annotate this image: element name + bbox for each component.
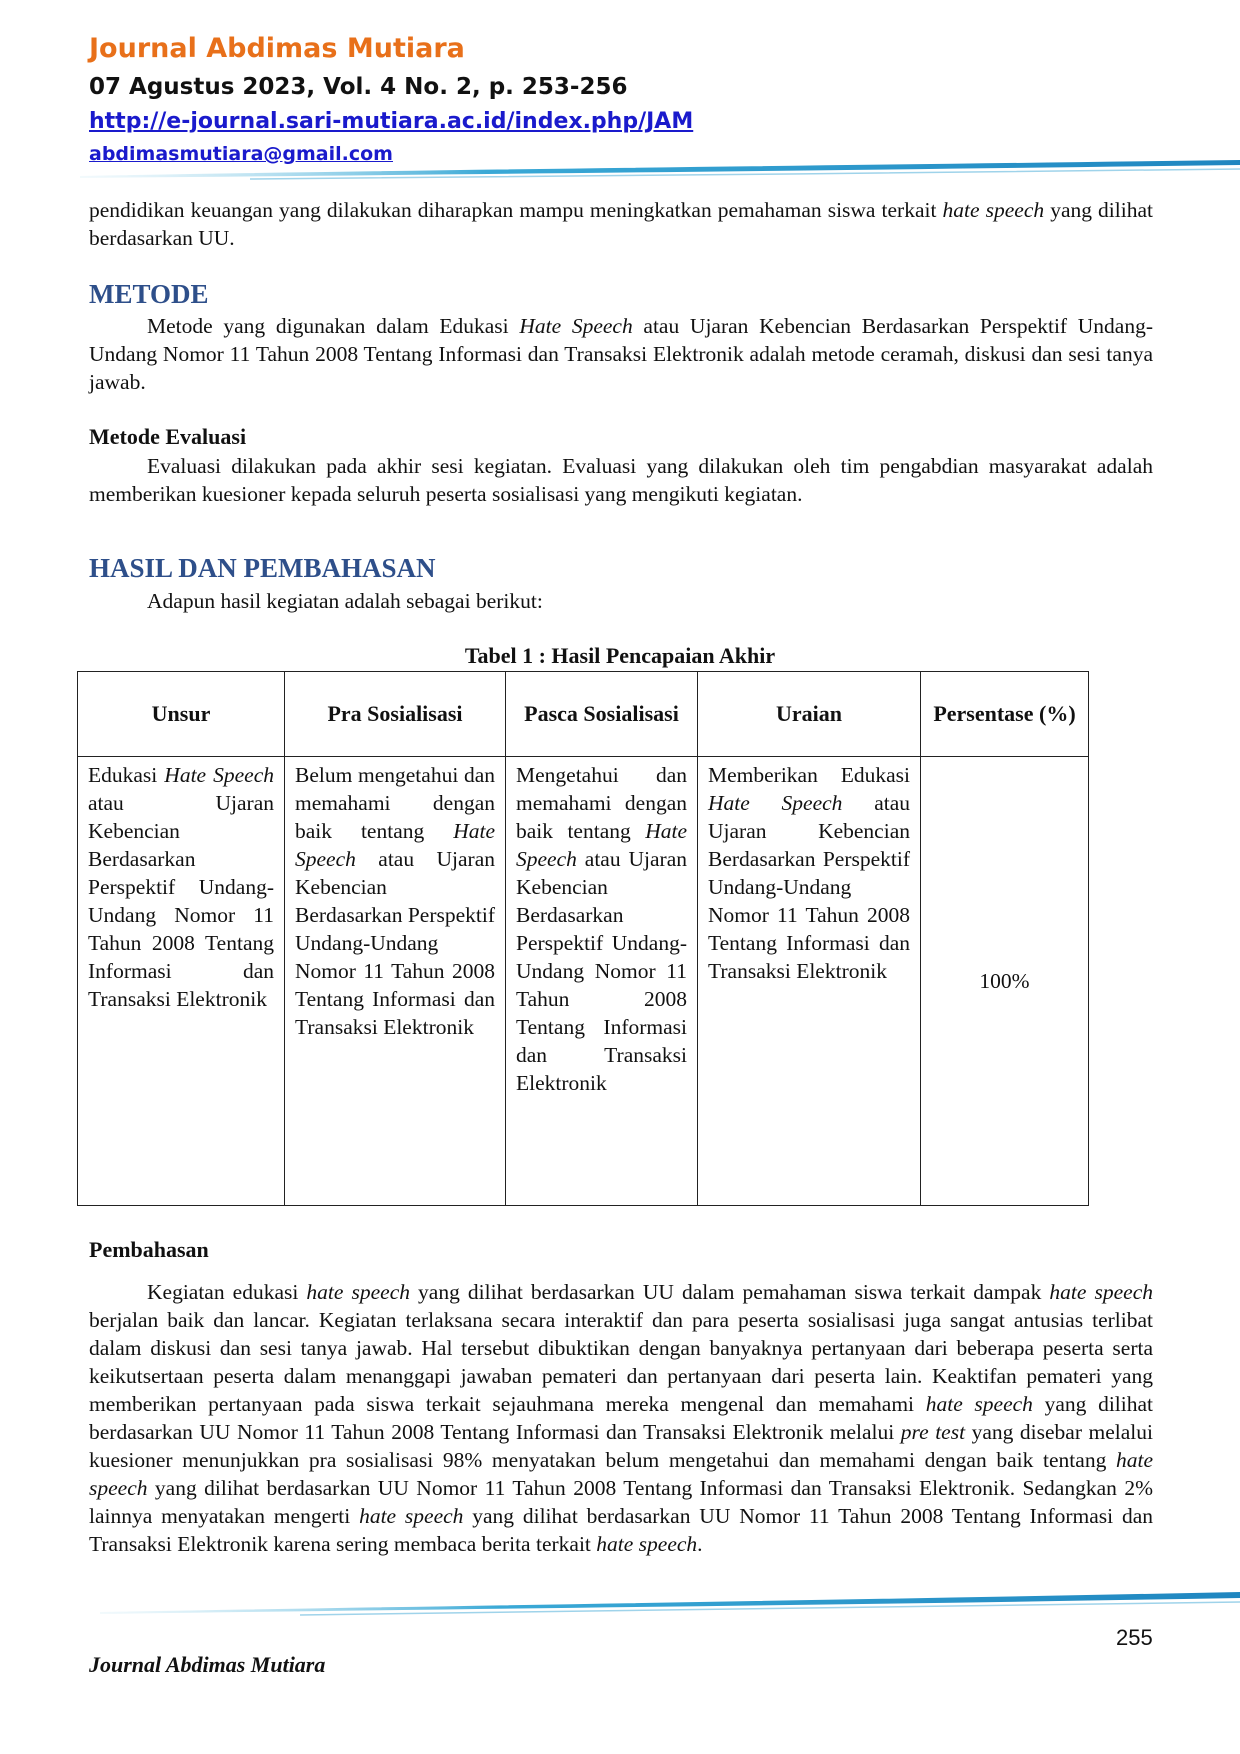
- col-header-uraian: Uraian: [698, 672, 921, 757]
- table-header-row: [78, 672, 1089, 757]
- hasil-heading: HASIL DAN PEMBAHASAN: [89, 553, 436, 583]
- page-number: 255: [1116, 1625, 1153, 1650]
- journal-title: Journal Abdimas Mutiara: [89, 33, 465, 64]
- col-header-persentase: Persentase (%): [921, 672, 1089, 757]
- col-header-pasca: Pasca Sosialisasi: [506, 672, 698, 757]
- footer-swoosh-decoration: [0, 1588, 1240, 1618]
- hasil-intro: Adapun hasil kegiatan adalah sebagai berikut:: [147, 589, 543, 613]
- header-swoosh-decoration: [0, 156, 1240, 186]
- table-row: [78, 757, 1089, 1206]
- table-caption: Tabel 1 : Hasil Pencapaian Akhir: [464, 643, 776, 668]
- cell-pra: Belum mengetahui dan memahami dengan baik tentang Hate Speech atau Ujaran Kebencian Berdasarkan Perspektif Undang-Undang Nomor 11 Tahun 2008 Tentang Informasi dan Transaksi Elektronik: [285, 757, 506, 1206]
- evaluasi-paragraph: Evaluasi dilakukan pada akhir sesi kegiatan. Evaluasi yang dilakukan oleh tim pengabdian masyarakat adalah memberikan kuesioner kepada seluruh peserta sosialisasi yang mengikuti kegiatan.: [89, 454, 1153, 506]
- cell-uraian: Memberikan Edukasi Hate Speech atau Ujaran Kebencian Berdasarkan Perspektif Undang-Undang Nomor 11 Tahun 2008 Tentang Informasi dan Transaksi Elektronik: [698, 757, 921, 1206]
- pembahasan-heading: Pembahasan: [89, 1237, 209, 1262]
- intro-paragraph: pendidikan keuangan yang dilakukan diharapkan mampu meningkatkan pemahaman siswa terkait hate speech yang dilihat berdasarkan UU.: [89, 198, 1153, 250]
- col-header-pra: Pra Sosialisasi: [285, 672, 506, 757]
- journal-email-link[interactable]: abdimasmutiara@gmail.com: [89, 143, 393, 165]
- issue-info: 07 Agustus 2023, Vol. 4 No. 2, p. 253-256: [89, 74, 628, 100]
- pembahasan-paragraph: Kegiatan edukasi hate speech yang dilihat berdasarkan UU dalam pemahaman siswa terkait dampak hate speech berjalan baik dan lancar. Kegiatan terlaksana secara interaktif dan para peserta sosialisasi juga sangat antusias terlibat dalam diskusi dan sesi tanya jawab. Hal tersebut dibuktikan dengan banyaknya pertanyaan dari beberapa peserta serta keikutsertaan peserta dalam menanggapi jawaban pemateri dan pertanyaan dari peserta lain. Keaktifan pemateri yang memberikan pertanyaan pada siswa terkait sejauhmana mereka mengenal dan memahami hate speech yang dilihat berdasarkan UU Nomor 11 Tahun 2008 Tentang Informasi dan Transaksi Elektronik melalui pre test yang disebar melalui kuesioner menunjukkan pra sosialisasi 98% menyatakan belum mengetahui dan memahami dengan baik tentang hate speech yang dilihat berdasarkan UU Nomor 11 Tahun 2008 Tentang Informasi dan Transaksi Elektronik. Sedangkan 2% lainnya menyatakan mengerti hate speech yang dilihat berdasarkan UU Nomor 11 Tahun 2008 Tentang Informasi dan Transaksi Elektronik karena sering membaca berita terkait hate speech.: [89, 1280, 1154, 1556]
- cell-persentase: 100%: [921, 757, 1089, 1206]
- cell-pasca: Mengetahui dan memahami dengan baik tentang Hate Speech atau Ujaran Kebencian Berdasarkan Perspektif Undang-Undang Nomor 11 Tahun 2008 Tentang Informasi dan Transaksi Elektronik: [506, 757, 698, 1206]
- results-table: [77, 671, 1089, 1206]
- footer-journal-name: Journal Abdimas Mutiara: [89, 1652, 326, 1677]
- metode-paragraph: Metode yang digunakan dalam Edukasi Hate Speech atau Ujaran Kebencian Berdasarkan Perspektif Undang-Undang Nomor 11 Tahun 2008 Tentang Informasi dan Transaksi Elektronik adalah metode ceramah, diskusi dan sesi tanya jawab.: [89, 314, 1154, 394]
- journal-url-link[interactable]: http://e-journal.sari-mutiara.ac.id/index.php/JAM: [89, 109, 694, 134]
- evaluasi-heading: Metode Evaluasi: [89, 424, 247, 449]
- metode-heading: METODE: [89, 279, 209, 309]
- cell-unsur: Edukasi Hate Speech atau Ujaran Kebencian Berdasarkan Perspektif Undang-Undang Nomor 11 Tahun 2008 Tentang Informasi dan Transaksi Elektronik: [78, 757, 285, 1206]
- col-header-unsur: Unsur: [78, 672, 285, 757]
